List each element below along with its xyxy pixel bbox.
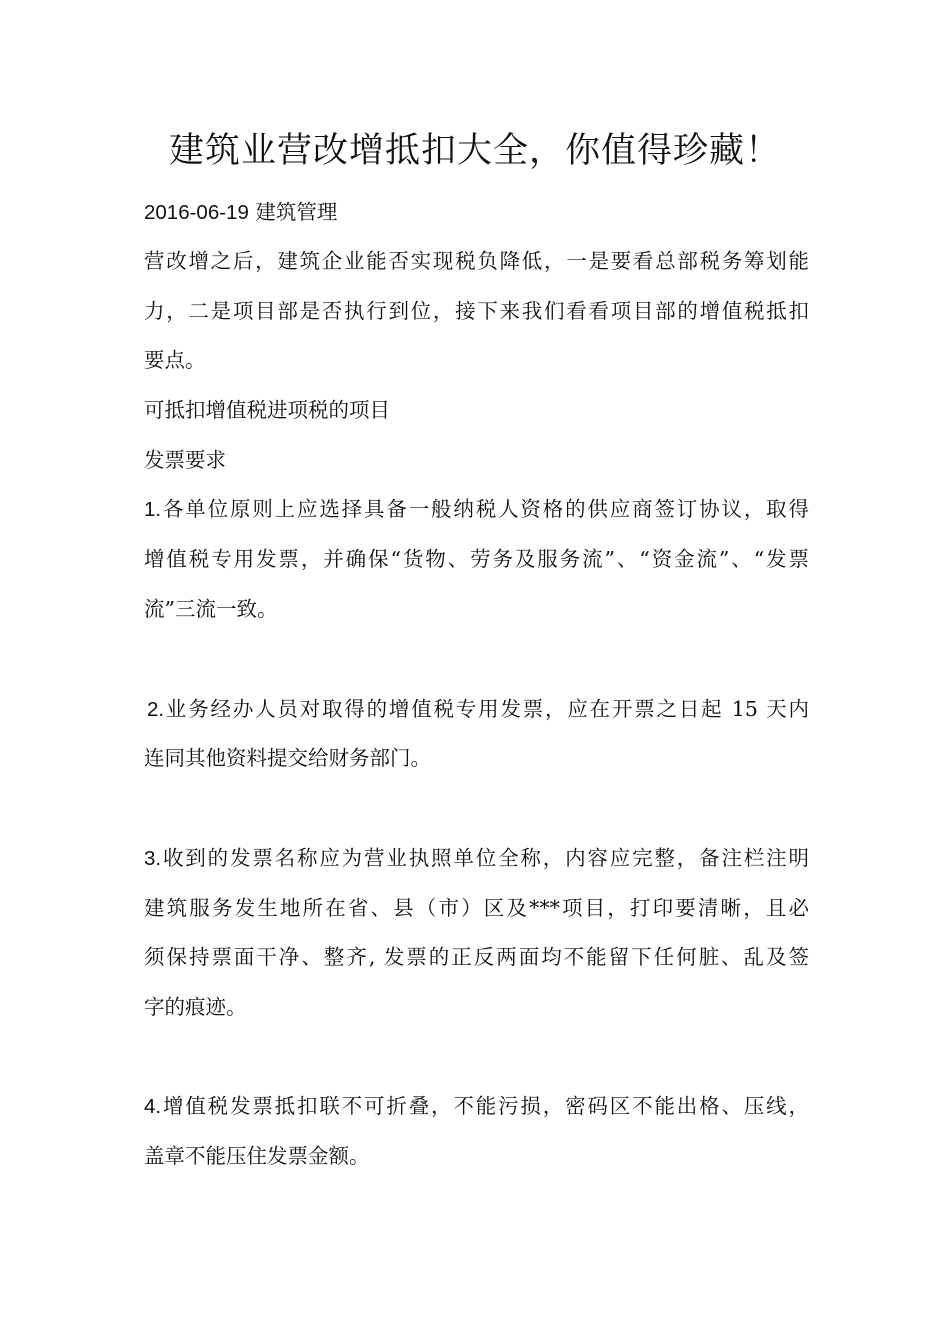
item-number: 1.	[144, 498, 162, 521]
article-meta	[144, 198, 809, 227]
sub-heading: 发票要求	[144, 448, 226, 472]
list-item-line	[144, 844, 809, 873]
list-item-line: 建筑服务发生地所在省、县（市）区及***项目，打印要清晰，且必	[144, 896, 809, 920]
item-number: 4.	[144, 1095, 162, 1118]
list-item-line	[144, 1092, 809, 1121]
intro-line: 要点。	[144, 348, 206, 372]
list-item-line: 须保持票面干净、整齐, 发票的正反两面均不能留下任何脏、乱及签	[144, 945, 809, 969]
item-number: 2.	[147, 698, 165, 721]
item-text: 收到的发票名称应为营业执照单位全称，内容应完整，备注栏注明	[161, 846, 809, 870]
list-item-line: 增值税专用发票，并确保“货物、劳务及服务流”、“资金流”、“发票	[144, 547, 809, 571]
list-item-line: 盖章不能压住发票金额。	[144, 1144, 370, 1168]
item-text: 各单位原则上应选择具备一般纳税人资格的供应商签订协议，取得	[161, 497, 809, 521]
list-item-line	[144, 495, 809, 524]
list-item-line: 流”三流一致。	[144, 597, 278, 621]
item-text: 增值税发票抵扣联不可折叠，不能污损，密码区不能出格、压线，	[161, 1094, 809, 1118]
meta-date: 2016-06-19	[144, 201, 249, 224]
intro-line: 营改增之后，建筑企业能否实现税负降低，一是要看总部税务筹划能	[144, 249, 809, 273]
meta-source: 建筑管理	[255, 200, 338, 224]
item-text: 业务经办人员对取得的增值税专用发票，应在开票之日起 15 天内	[164, 697, 809, 721]
list-item-line: 连同其他资料提交给财务部门。	[144, 746, 431, 770]
list-item-line	[147, 695, 809, 724]
intro-line: 力，二是项目部是否执行到位，接下来我们看看项目部的增值税抵扣	[144, 299, 809, 323]
item-number: 3.	[144, 847, 162, 870]
section-heading: 可抵扣增值税进项税的项目	[144, 398, 390, 422]
list-item-line: 字的痕迹。	[144, 995, 247, 1019]
article-title: 建筑业营改增抵扣大全，你值得珍藏！	[168, 131, 781, 171]
